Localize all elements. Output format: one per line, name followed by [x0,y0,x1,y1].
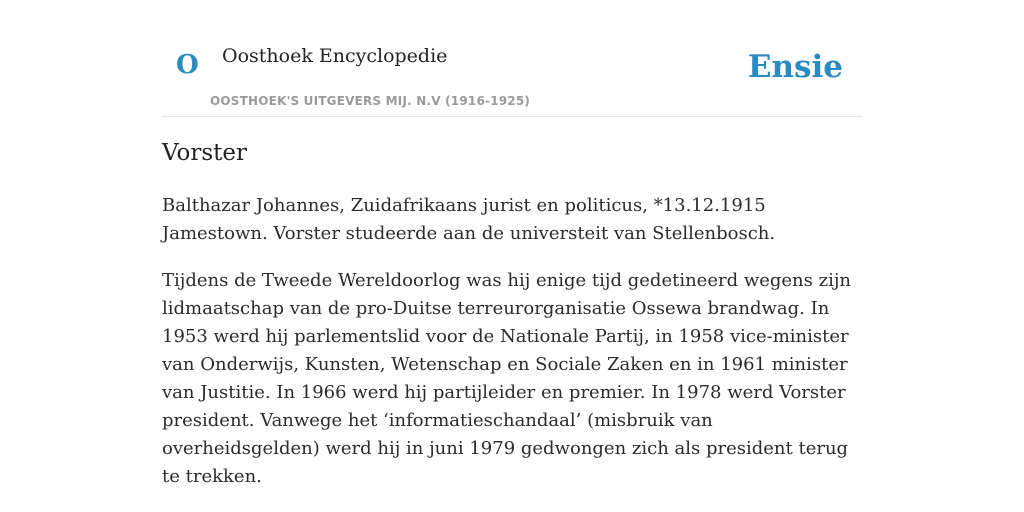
entry-paragraph: Balthazar Johannes, Zuidafrikaans jurist en politicus, *13.12.1915 Jamestown. Vorster studeerde aan de universteit van Stellenbosch. [162,195,776,244]
entry-body [162,192,862,510]
entry-title: Vorster [162,140,247,166]
source-subtitle: OOSTHOEK'S UITGEVERS MIJ. N.V (1916-1925) [210,94,531,108]
source-logo[interactable]: O [176,50,199,80]
source-header [162,0,862,117]
brand-logo[interactable]: Ensie [747,49,843,85]
entry-paragraph: Tijdens de Tweede Wereldoorlog was hij enige tijd gedetineerd wegens zijn lidmaatschap van de pro-Duitse terreurorganisatie Ossewa brandwag. In 1953 werd hij parlementslid voor de Nationale Partij, in 1958 vice-minister van Onderwijs, Kunsten, Wetenschap en Sociale Zaken en in 1961 minister van Justitie. In 1966 werd hij partijleider en premier. In 1978 werd Vorster president. Vanwege het ‘informatieschandaal’ (misbruik van overheidsgelden) werd hij in juni 1979 gedwongen zich als president terug te trekken. [162,270,852,487]
source-title[interactable]: Oosthoek Encyclopedie [222,45,448,67]
